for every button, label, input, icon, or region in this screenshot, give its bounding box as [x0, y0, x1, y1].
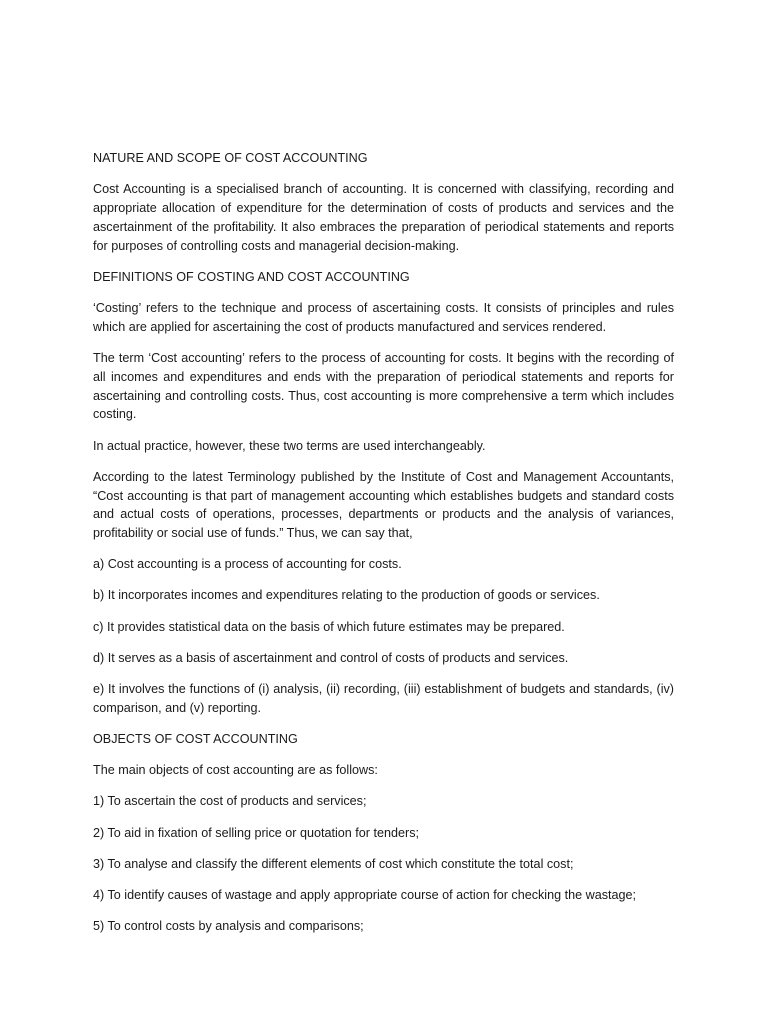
list-item: 4) To identify causes of wastage and apply appropriate course of action for checking the wastage; [93, 887, 637, 902]
list-item: 3) To analyse and classify the different elements of cost which constitute the total cost; [93, 856, 574, 871]
list-item: 1) To ascertain the cost of products and services; [93, 794, 367, 809]
list-item: 5) To control costs by analysis and comparisons; [93, 919, 364, 934]
document-page [93, 149, 674, 948]
paragraph-objects-intro: The main objects of cost accounting are as follows: [93, 763, 378, 778]
list-item: 2) To aid in fixation of selling price or quotation for tenders; [93, 825, 419, 840]
list-item: e) It involves the functions of (i) analysis, (ii) recording, (iii) establishment of budgets and standards, (iv) comparison, and (v) reporting. [93, 682, 674, 715]
list-item: b) It incorporates incomes and expenditures relating to the production of goods or services. [93, 588, 600, 603]
section-heading-objects: OBJECTS OF COST ACCOUNTING [93, 732, 298, 747]
paragraph-cost-accounting-intro: Cost Accounting is a specialised branch of accounting. It is concerned with classifying, recording and appropriate allocation of expenditure for the determination of costs of products and services and the ascertainment of the profitability. It also embraces the preparation of periodical statements and reports for purposes of controlling costs and managerial decision-making. [93, 182, 674, 253]
paragraph-interchangeable: In actual practice, however, these two terms are used interchangeably. [93, 438, 486, 453]
paragraph-icma-terminology: According to the latest Terminology published by the Institute of Cost and Management Accountants, “Cost accounting is that part of management accounting which establishes budgets and standard costs and actual costs of operations, processes, departments or products and the analysis of variances, profitability or social use of funds.” Thus, we can say that, [93, 469, 674, 541]
list-item: d) It serves as a basis of ascertainment and control of costs of products and services. [93, 650, 569, 665]
list-item: a) Cost accounting is a process of accounting for costs. [93, 557, 402, 572]
section-heading-nature-scope: NATURE AND SCOPE OF COST ACCOUNTING [93, 151, 368, 165]
paragraph-costing-definition: ‘Costing’ refers to the technique and process of ascertaining costs. It consists of principles and rules which are applied for ascertaining the cost of products manufactured and services rendered. [93, 300, 674, 334]
section-heading-definitions: DEFINITIONS OF COSTING AND COST ACCOUNTING [93, 269, 410, 284]
paragraph-cost-accounting-definition: The term ‘Cost accounting’ refers to the process of accounting for costs. It begins with the recording of all incomes and expenditures and ends with the preparation of periodical statements and reports for ascertaining and controlling costs. Thus, cost accounting is more comprehensive a term which includes costing. [93, 350, 674, 422]
list-item: c) It provides statistical data on the basis of which future estimates may be prepared. [93, 619, 565, 634]
